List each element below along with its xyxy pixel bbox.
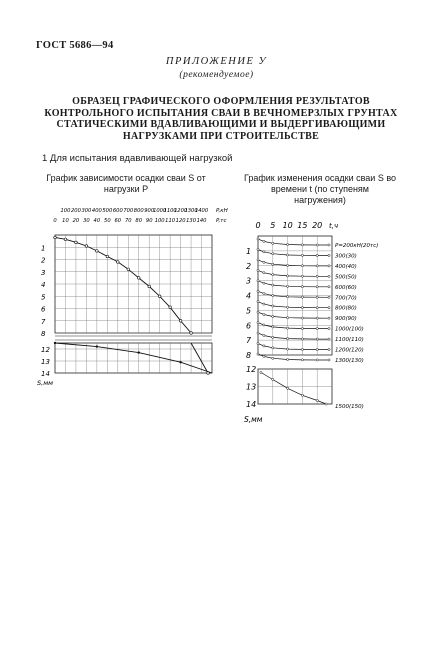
x-tick-label-kn: 600 bbox=[112, 208, 123, 214]
y-tick-label: 12 bbox=[41, 346, 50, 354]
data-point bbox=[85, 245, 88, 248]
data-point bbox=[328, 338, 330, 340]
y-unit-label: S,мм bbox=[244, 415, 263, 424]
load-step-label: 1000(100) bbox=[335, 326, 364, 333]
x-tick-label-tf: 60 bbox=[114, 218, 122, 224]
data-point bbox=[316, 265, 318, 267]
data-point bbox=[257, 322, 259, 324]
data-point bbox=[263, 345, 265, 347]
step-curve bbox=[261, 373, 326, 405]
data-point bbox=[179, 319, 182, 322]
data-point bbox=[316, 338, 318, 340]
y-tick-label: 14 bbox=[246, 400, 257, 409]
data-point bbox=[272, 242, 274, 244]
data-point bbox=[301, 348, 303, 350]
step-curve bbox=[258, 270, 329, 276]
data-point bbox=[301, 359, 303, 361]
step-curve bbox=[258, 312, 329, 318]
data-point bbox=[257, 248, 259, 250]
step-curve bbox=[258, 291, 329, 297]
title-line: СТАТИЧЕСКИМИ ВДАВЛИВАЮЩИМИ И ВЫДЕРГИВАЮЩИМИ bbox=[56, 119, 386, 130]
data-point bbox=[272, 378, 274, 380]
data-point bbox=[316, 359, 318, 361]
x-tick-label-tf: 120 bbox=[175, 218, 186, 224]
step-curve bbox=[258, 260, 329, 266]
data-point bbox=[328, 254, 330, 256]
data-point bbox=[54, 236, 57, 239]
x-unit-tf: P,тс bbox=[216, 218, 227, 224]
data-point bbox=[328, 296, 330, 298]
data-point bbox=[328, 244, 330, 246]
data-point bbox=[257, 342, 259, 344]
data-point bbox=[287, 275, 289, 277]
settlement-curve bbox=[55, 237, 191, 333]
data-point bbox=[272, 284, 274, 286]
y-tick-label: 12 bbox=[246, 365, 257, 374]
data-point bbox=[287, 296, 289, 298]
load-step-label: 800(80) bbox=[335, 305, 357, 312]
data-point bbox=[287, 285, 289, 287]
x-tick-label-kn: 800 bbox=[133, 208, 144, 214]
x-tick-label-tf: 0 bbox=[53, 218, 57, 224]
lower-curve bbox=[55, 343, 212, 373]
y-tick-label: 5 bbox=[41, 293, 46, 302]
data-point bbox=[190, 332, 193, 335]
caption-line: График зависимости осадки сваи S от bbox=[46, 173, 206, 183]
y-tick-label: 13 bbox=[246, 382, 257, 392]
data-point bbox=[287, 348, 289, 350]
data-point bbox=[96, 345, 98, 347]
data-point bbox=[257, 259, 259, 261]
x-tick-label-kn: 100 bbox=[60, 208, 71, 214]
data-point bbox=[263, 282, 265, 284]
x-tick-label-kn: 700 bbox=[123, 208, 134, 214]
data-point bbox=[301, 286, 303, 288]
data-point bbox=[301, 296, 303, 298]
data-point bbox=[272, 274, 274, 276]
load-step-label: 600(60) bbox=[335, 284, 357, 291]
y-tick-label: 3 bbox=[41, 268, 46, 277]
data-point bbox=[316, 275, 318, 277]
data-point bbox=[316, 307, 318, 309]
data-point bbox=[301, 327, 303, 329]
y-tick-label: 8 bbox=[246, 351, 252, 360]
data-point bbox=[301, 254, 303, 256]
load-step-label: 500(50) bbox=[335, 274, 357, 281]
data-point bbox=[328, 328, 330, 330]
appendix-status: (рекомендуемое) bbox=[179, 70, 254, 80]
data-point bbox=[272, 315, 274, 317]
x-tick-label-tf: 90 bbox=[145, 218, 153, 224]
data-point bbox=[272, 263, 274, 265]
step-curve bbox=[258, 250, 329, 256]
data-point bbox=[106, 255, 109, 258]
data-point bbox=[169, 306, 172, 309]
x-tick-label-kn: 1400 bbox=[194, 208, 209, 214]
x-tick-label: 10 bbox=[282, 221, 293, 230]
data-point bbox=[316, 317, 318, 319]
data-point bbox=[272, 305, 274, 307]
data-point bbox=[316, 296, 318, 298]
standard-number: ГОСТ 5686—94 bbox=[36, 40, 114, 51]
lower-frame bbox=[55, 343, 212, 373]
data-point bbox=[263, 313, 265, 315]
data-point bbox=[328, 265, 330, 267]
y-tick-label: 8 bbox=[41, 330, 46, 338]
data-point bbox=[272, 357, 274, 359]
load-step-label: 1100(110) bbox=[335, 337, 364, 344]
load-step-label: P=200кН(20тс) bbox=[335, 243, 379, 249]
x-tick-label-kn: 1000 bbox=[153, 208, 167, 214]
x-tick-label-kn: 900 bbox=[144, 208, 155, 214]
data-point bbox=[328, 275, 330, 277]
data-point bbox=[257, 332, 259, 334]
title-line: КОНТРОЛЬНОГО ИСПЫТАНИЯ СВАИ В ВЕЧНОМЕРЗЛЫХ ГРУНТАХ bbox=[44, 107, 398, 119]
data-point bbox=[263, 324, 265, 326]
data-point bbox=[54, 342, 56, 344]
data-point bbox=[263, 261, 265, 263]
data-point bbox=[287, 387, 289, 389]
data-point bbox=[272, 336, 274, 338]
data-point bbox=[263, 251, 265, 253]
data-point bbox=[287, 264, 289, 266]
step-curve bbox=[258, 281, 329, 287]
y-tick-label: 7 bbox=[41, 317, 46, 326]
data-point bbox=[316, 244, 318, 246]
data-point bbox=[272, 253, 274, 255]
data-point bbox=[287, 358, 289, 360]
data-point bbox=[301, 244, 303, 246]
y-tick-label: 14 bbox=[41, 370, 50, 378]
data-point bbox=[328, 286, 330, 288]
title-line: ОБРАЗЕЦ ГРАФИЧЕСКОГО ОФОРМЛЕНИЯ РЕЗУЛЬТАТОВ bbox=[72, 96, 370, 107]
data-point bbox=[287, 306, 289, 308]
data-point bbox=[272, 326, 274, 328]
step-curve bbox=[258, 302, 329, 308]
step-curve bbox=[258, 323, 329, 329]
step-curve bbox=[258, 239, 329, 245]
load-step-label: 700(70) bbox=[335, 295, 357, 302]
data-point bbox=[179, 361, 181, 363]
x-tick-label: 15 bbox=[297, 221, 308, 230]
load-step-label: 1300(130) bbox=[335, 358, 364, 364]
data-point bbox=[287, 243, 289, 245]
data-point bbox=[257, 311, 259, 313]
data-point bbox=[272, 294, 274, 296]
x-tick-label-tf: 130 bbox=[186, 218, 197, 224]
y-tick-label: 2 bbox=[41, 256, 46, 265]
caption-line: времени t (по ступеням bbox=[271, 184, 369, 194]
data-point bbox=[272, 347, 274, 349]
x-tick-label-kn: 1200 bbox=[173, 208, 188, 214]
data-point bbox=[260, 371, 262, 373]
data-point bbox=[316, 254, 318, 256]
x-unit-label: t,ч bbox=[329, 222, 339, 230]
x-tick-label-kn: 500 bbox=[102, 208, 113, 214]
x-tick-label-tf: 140 bbox=[196, 218, 207, 224]
data-point bbox=[328, 307, 330, 309]
caption-line: нагружения) bbox=[294, 195, 346, 205]
x-tick-label-tf: 20 bbox=[72, 218, 80, 224]
load-step-label: 400(40) bbox=[335, 263, 357, 270]
data-point bbox=[316, 327, 318, 329]
x-tick-label: 0 bbox=[255, 221, 261, 230]
data-point bbox=[287, 327, 289, 329]
step-curve bbox=[258, 333, 329, 339]
x-tick-label-tf: 100 bbox=[154, 218, 165, 224]
data-point bbox=[257, 269, 259, 271]
data-point bbox=[301, 306, 303, 308]
data-point bbox=[301, 265, 303, 267]
y-tick-label: 7 bbox=[246, 336, 252, 346]
caption-line: нагрузки P bbox=[103, 184, 149, 194]
data-point bbox=[257, 280, 259, 282]
y-tick-label: 1 bbox=[246, 246, 252, 256]
y-tick-label: 13 bbox=[41, 358, 50, 366]
data-point bbox=[257, 301, 259, 303]
data-point bbox=[301, 394, 303, 396]
step-curve bbox=[258, 344, 329, 350]
data-point bbox=[328, 359, 330, 361]
y-tick-label: 2 bbox=[246, 261, 252, 271]
y-tick-label: 4 bbox=[41, 281, 46, 289]
x-unit-kn: P,кН bbox=[216, 208, 228, 214]
data-point bbox=[301, 338, 303, 340]
data-point bbox=[287, 337, 289, 339]
load-step-label: 300(30) bbox=[335, 253, 357, 260]
data-point bbox=[263, 272, 265, 274]
x-tick-label-tf: 110 bbox=[165, 218, 176, 224]
y-tick-label: 6 bbox=[41, 305, 46, 314]
x-tick-label-tf: 40 bbox=[93, 218, 101, 224]
data-point bbox=[127, 268, 130, 271]
title-line: НАГРУЗКАМИ ПРИ СТРОИТЕЛЬСТВЕ bbox=[122, 130, 320, 142]
data-point bbox=[316, 399, 318, 401]
x-tick-label-kn: 1300 bbox=[184, 208, 198, 214]
data-point bbox=[263, 355, 265, 357]
data-point bbox=[117, 261, 120, 264]
data-point bbox=[263, 334, 265, 336]
y-tick-label: 3 bbox=[246, 276, 252, 286]
data-point bbox=[137, 277, 140, 280]
x-tick-label-kn: 1100 bbox=[163, 208, 177, 214]
data-point bbox=[263, 293, 265, 295]
load-step-label: 900(90) bbox=[335, 316, 357, 323]
data-point bbox=[158, 295, 161, 298]
section-heading: 1 Для испытания вдавливающей нагрузкой bbox=[42, 153, 233, 164]
load-step-label: 1200(120) bbox=[335, 347, 364, 354]
data-point bbox=[328, 348, 330, 350]
data-point bbox=[263, 303, 265, 305]
data-point bbox=[328, 317, 330, 319]
data-point bbox=[148, 285, 151, 288]
load-step-label: 1500(150) bbox=[335, 404, 364, 410]
data-point bbox=[138, 351, 140, 353]
data-point bbox=[257, 238, 259, 240]
x-tick-label-kn: 200 bbox=[70, 208, 81, 214]
data-point bbox=[325, 403, 327, 405]
appendix-label: ПРИЛОЖЕНИЕ У bbox=[165, 56, 268, 67]
y-tick-label: 1 bbox=[41, 244, 46, 253]
right-chart-group bbox=[244, 221, 378, 424]
left-chart-group bbox=[37, 208, 228, 387]
data-point bbox=[287, 317, 289, 319]
data-point bbox=[316, 348, 318, 350]
data-point bbox=[75, 241, 78, 244]
data-point bbox=[287, 254, 289, 256]
caption-line: График изменения осадки сваи S во bbox=[243, 173, 397, 183]
data-point bbox=[257, 353, 259, 355]
data-point bbox=[301, 275, 303, 277]
y-tick-label: 5 bbox=[246, 306, 252, 316]
data-point bbox=[64, 238, 67, 241]
data-point bbox=[257, 290, 259, 292]
data-point bbox=[316, 286, 318, 288]
x-tick-label-tf: 10 bbox=[62, 218, 69, 224]
data-point bbox=[96, 250, 99, 253]
x-tick-label-kn: 400 bbox=[91, 208, 102, 214]
x-tick-label-tf: 80 bbox=[135, 218, 143, 224]
x-tick-label-tf: 50 bbox=[104, 218, 111, 224]
x-tick-label-tf: 70 bbox=[124, 218, 132, 224]
data-point bbox=[263, 240, 265, 242]
x-tick-label-kn: 300 bbox=[81, 208, 92, 214]
x-tick-label: 5 bbox=[270, 221, 276, 230]
x-tick-label: 20 bbox=[312, 221, 323, 230]
data-point bbox=[301, 317, 303, 319]
y-unit-label: S,мм bbox=[37, 379, 53, 387]
y-tick-label: 6 bbox=[246, 321, 252, 331]
y-tick-label: 4 bbox=[246, 291, 252, 301]
x-tick-label-tf: 30 bbox=[83, 218, 90, 224]
